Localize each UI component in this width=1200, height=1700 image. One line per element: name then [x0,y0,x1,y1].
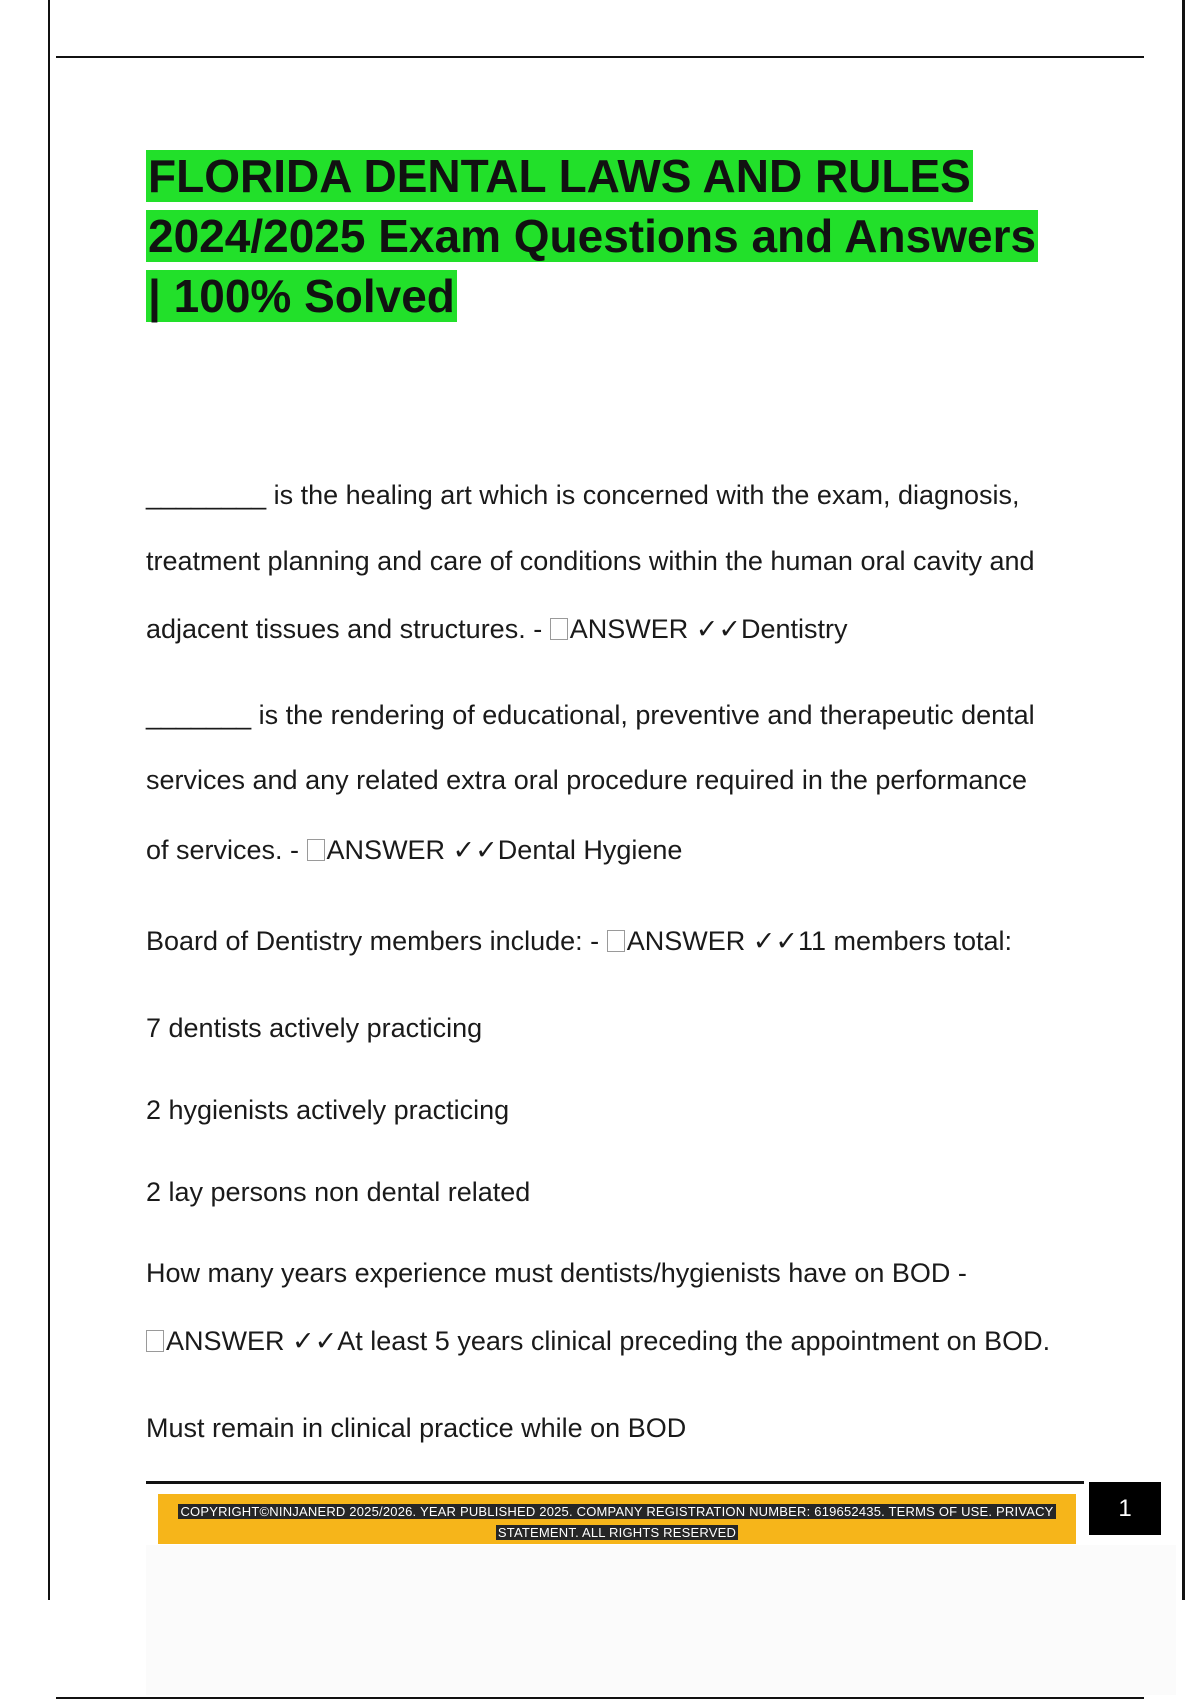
copyright-banner [158,1494,1076,1544]
question-1-line-3 [146,614,847,645]
answer-3: ANSWER ✓✓11 members total: [626,926,1013,956]
missing-glyph-box-icon [607,930,625,952]
missing-glyph-box-icon [307,839,325,861]
question-3-text: Board of Dentistry members include: - [146,926,607,956]
missing-glyph-box-icon [550,618,568,640]
page-border-left [48,0,50,1600]
question-1-text-end: adjacent tissues and structures. - [146,614,550,644]
title-line-2: 2024/2025 Exam Questions and Answers [148,210,1037,262]
missing-glyph-box-icon [146,1330,164,1352]
copyright-text [177,1501,1057,1543]
question-2-line-1: _______ is the rendering of educational, preventive and therapeutic dental [146,700,1035,730]
document-title [146,146,1106,326]
bottom-shade [146,1545,1176,1695]
answer-4: ANSWER ✓✓At least 5 years clinical preceding the appointment on BOD. [166,1326,1051,1356]
page-border-right [1182,0,1185,1600]
answer-1: ANSWER ✓✓Dentistry [569,614,848,644]
title-line-1: FLORIDA DENTAL LAWS AND RULES [148,150,971,202]
question-2-text-end: of services. - [146,835,307,865]
question-1-line-1: ________ is the healing art which is concerned with the exam, diagnosis, [146,480,1020,510]
question-2-line-2: services and any related extra oral procedure required in the performance [146,765,1027,795]
question-4-line-2 [146,1326,1050,1357]
copyright-line-1: COPYRIGHT©NINJANERD 2025/2026. YEAR PUBLISHED 2025. COMPANY REGISTRATION NUMBER: 619652435. TERMS OF USE. PRIVACY [180,1504,1054,1519]
question-2-line-3 [146,835,682,866]
title-line-3: | 100% Solved [148,270,455,322]
footer-rule [146,1481,1084,1484]
question-4-line-3: Must remain in clinical practice while on BOD [146,1413,687,1443]
question-1-line-2: treatment planning and care of conditions within the human oral cavity and [146,546,1035,576]
question-3-line-1 [146,926,1012,957]
copyright-line-2: STATEMENT. ALL RIGHTS RESERVED [497,1525,737,1540]
answer-2: ANSWER ✓✓Dental Hygiene [326,835,683,865]
question-4-line-1: How many years experience must dentists/hygienists have on BOD - [146,1258,967,1288]
bottom-rule [56,1697,1144,1699]
page-number: 1 [1089,1482,1161,1535]
answer-3-item-2: 2 hygienists actively practicing [146,1095,510,1125]
top-rule [56,56,1144,58]
answer-3-item-1: 7 dentists actively practicing [146,1013,483,1043]
answer-3-item-3: 2 lay persons non dental related [146,1177,531,1207]
